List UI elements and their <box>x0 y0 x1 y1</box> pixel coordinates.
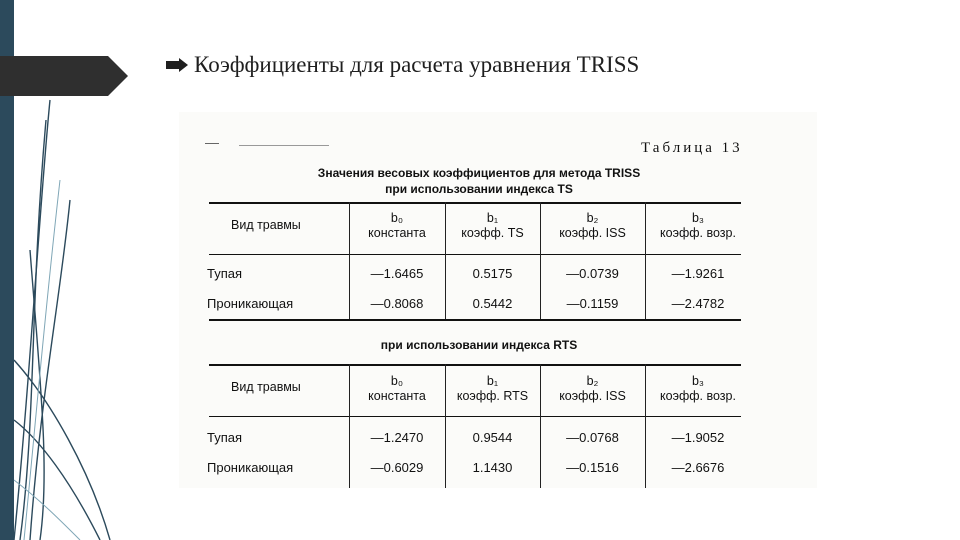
table-rule <box>209 202 741 204</box>
table-cell: —0.1516 <box>566 460 619 475</box>
header-b3: b₃ коэфф. возр. <box>660 211 736 240</box>
scanned-table-image <box>179 112 817 488</box>
title-tab-shape <box>0 56 128 96</box>
row-blunt-label: Тупая <box>207 430 243 445</box>
header-b2: b₂ коэфф. ISS <box>559 374 626 403</box>
table-rule <box>209 319 741 321</box>
header-injury-type: Вид травмы <box>231 380 301 394</box>
header-b1: b₁ коэфф. TS <box>461 211 524 240</box>
table-cell: —1.2470 <box>370 430 424 445</box>
header-b0: b₀ константа <box>368 374 426 403</box>
table-cell: —0.6029 <box>370 460 424 475</box>
table-cell: —1.9052 <box>671 430 725 445</box>
scan-artifact <box>205 143 219 144</box>
row-blunt-label: Тупая <box>207 266 243 281</box>
table-cell: —2.4782 <box>671 296 725 311</box>
table-cell: 0.9544 <box>472 430 513 445</box>
row-penetrating-label: Проникающая <box>207 460 294 475</box>
row-penetrating-label: Проникающая <box>207 296 294 311</box>
header-b1: b₁ коэфф. RTS <box>456 374 529 403</box>
header-b3: b₃ коэфф. возр. <box>660 374 736 403</box>
table-cell: —0.1159 <box>566 296 619 311</box>
header-b0: b₀ константа <box>368 211 426 240</box>
table-rule <box>209 364 741 366</box>
arrow-right-icon <box>166 58 188 72</box>
section1-caption: при использовании индекса TS <box>385 182 573 196</box>
table-cell: —0.0739 <box>566 266 619 281</box>
header-injury-type: Вид травмы <box>231 218 301 232</box>
header-b2: b₂ коэфф. ISS <box>559 211 626 240</box>
table-rule <box>209 254 741 255</box>
table-cell: 0.5175 <box>472 266 513 281</box>
section2-caption: при использовании индекса RTS <box>380 338 578 352</box>
table-cell: 1.1430 <box>472 460 513 475</box>
slide-title <box>166 52 639 78</box>
scan-artifact <box>239 145 329 146</box>
table-rule <box>209 416 741 417</box>
table-caption: Значения весовых коэффициентов для метода TRISS <box>317 166 641 180</box>
table-cell: —0.0768 <box>566 430 619 445</box>
table-cell: —1.9261 <box>671 266 725 281</box>
slide-title-text: Коэффициенты для расчета уравнения TRISS <box>194 52 640 77</box>
table-cell: —0.8068 <box>370 296 424 311</box>
table-cell: 0.5442 <box>472 296 513 311</box>
table-cell: —1.6465 <box>370 266 424 281</box>
table-number: Таблица 13 <box>641 140 743 156</box>
table-cell: —2.6676 <box>671 460 725 475</box>
